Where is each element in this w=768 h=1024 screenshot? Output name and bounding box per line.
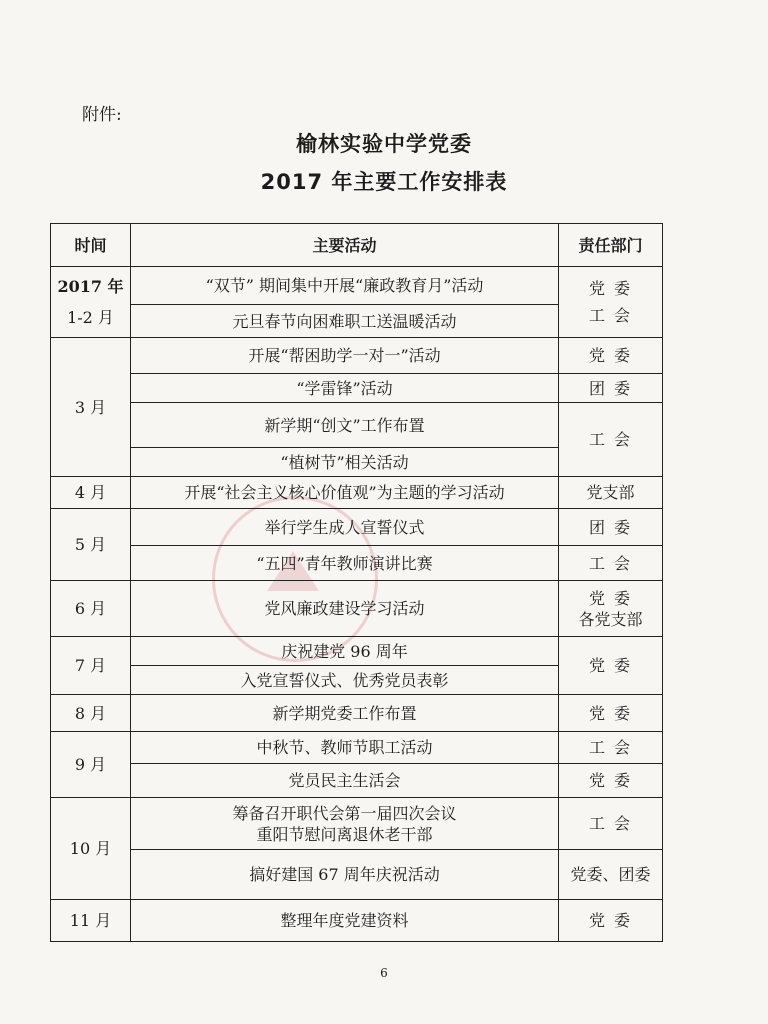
time-cell: 4 月 xyxy=(51,477,131,509)
department-cell: 团 委 xyxy=(559,509,663,546)
activity-cell: 新学期“创文”工作布置 xyxy=(131,403,559,448)
department-line: 党 委 xyxy=(588,588,633,608)
table-row xyxy=(51,732,663,764)
department-cell: 党 委 xyxy=(559,637,663,695)
activity-cell: 搞好建国 67 周年庆祝活动 xyxy=(131,850,559,900)
schedule-table xyxy=(50,223,663,942)
department-cell: 党 委 xyxy=(559,695,663,732)
department-line: 党 委 xyxy=(588,279,633,298)
activity-cell: 庆祝建党 96 周年 xyxy=(131,637,559,666)
department-cell: 党 委 xyxy=(559,900,663,942)
time-year: 2017 年 xyxy=(57,277,124,296)
page-number: 6 xyxy=(380,966,388,980)
table-row xyxy=(51,546,663,581)
activity-cell: 新学期党委工作布置 xyxy=(131,695,559,732)
document-title: 榆林实验中学党委 xyxy=(296,132,472,156)
table-row xyxy=(51,695,663,732)
table-row xyxy=(51,581,663,637)
time-month: 1-2 月 xyxy=(67,308,114,327)
activity-cell xyxy=(131,798,559,850)
table-row xyxy=(51,764,663,798)
department-cell: 工 会 xyxy=(559,732,663,764)
department-cell: 党支部 xyxy=(559,477,663,509)
department-cell xyxy=(559,267,663,338)
table-row xyxy=(51,509,663,546)
activity-cell: “学雷锋”活动 xyxy=(131,374,559,403)
document-subtitle: 2017 年主要工作安排表 xyxy=(260,170,508,194)
activity-cell: 整理年度党建资料 xyxy=(131,900,559,942)
time-cell: 6 月 xyxy=(51,581,131,637)
department-line: 各党支部 xyxy=(578,609,643,629)
activity-line: 筹备召开职代会第一届四次会议 xyxy=(232,803,457,823)
department-cell xyxy=(559,581,663,637)
department-cell: 党 委 xyxy=(559,338,663,374)
table-header-row xyxy=(51,224,663,267)
activity-cell: “双节” 期间集中开展“廉政教育月”活动 xyxy=(131,267,559,305)
activity-cell: 党员民主生活会 xyxy=(131,764,559,798)
attachment-label: 附件: xyxy=(82,105,122,125)
department-cell: 工 会 xyxy=(559,798,663,850)
table-row xyxy=(51,338,663,374)
department-line: 工 会 xyxy=(588,306,633,325)
time-cell: 9 月 xyxy=(51,732,131,798)
header-time: 时间 xyxy=(51,224,131,267)
department-cell: 党委、团委 xyxy=(559,850,663,900)
activity-cell: 入党宣誓仪式、优秀党员表彰 xyxy=(131,666,559,695)
activity-cell: 党风廉政建设学习活动 xyxy=(131,581,559,637)
time-cell: 10 月 xyxy=(51,798,131,900)
table-row xyxy=(51,798,663,850)
time-cell: 7 月 xyxy=(51,637,131,695)
activity-cell: 举行学生成人宣誓仪式 xyxy=(131,509,559,546)
table-row xyxy=(51,850,663,900)
table-row xyxy=(51,267,663,305)
activity-cell: 开展“帮困助学一对一”活动 xyxy=(131,338,559,374)
activity-cell: 中秋节、教师节职工活动 xyxy=(131,732,559,764)
activity-cell: 开展“社会主义核心价值观”为主题的学习活动 xyxy=(131,477,559,509)
time-cell: 5 月 xyxy=(51,509,131,581)
table-row xyxy=(51,403,663,448)
time-cell xyxy=(51,267,131,338)
department-cell: 党 委 xyxy=(559,764,663,798)
table-row xyxy=(51,477,663,509)
table-row xyxy=(51,900,663,942)
activity-cell: 元旦春节向困难职工送温暖活动 xyxy=(131,305,559,338)
department-cell: 工 会 xyxy=(559,546,663,581)
header-activity: 主要活动 xyxy=(131,224,559,267)
header-department: 责任部门 xyxy=(559,224,663,267)
activity-line: 重阳节慰问离退休老干部 xyxy=(256,824,433,844)
time-cell: 11 月 xyxy=(51,900,131,942)
time-cell: 3 月 xyxy=(51,338,131,477)
department-cell: 团 委 xyxy=(559,374,663,403)
table-row xyxy=(51,374,663,403)
activity-cell: “五四”青年教师演讲比赛 xyxy=(131,546,559,581)
table-row xyxy=(51,637,663,666)
department-cell: 工 会 xyxy=(559,403,663,477)
activity-cell: “植树节”相关活动 xyxy=(131,448,559,477)
time-cell: 8 月 xyxy=(51,695,131,732)
